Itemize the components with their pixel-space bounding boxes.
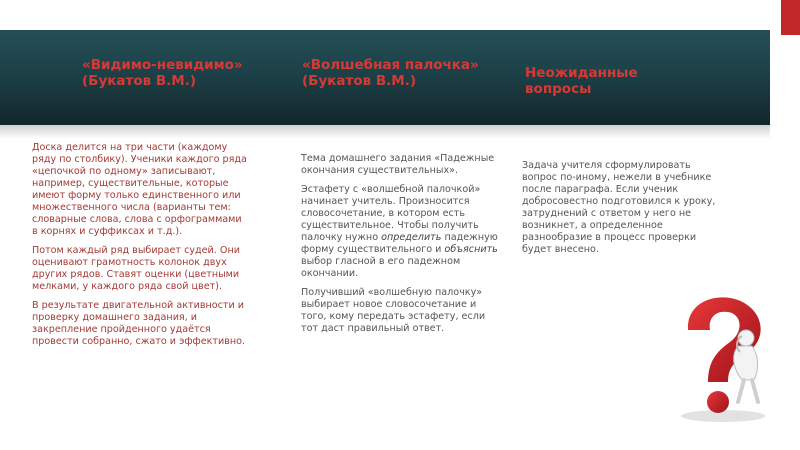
column-1-paragraph-3: В результате двигательной активности и проверку домашнего задания, и закрепление пройденного удаётся провести собранно, сжато и эффективно. (32, 300, 246, 347)
column-1-paragraph-2: Потом каждый ряд выбирает судей. Они оценивают грамотность колонок двух других рядов. Ставят оценки (цветными мелками, у каждого ряда свой цвет). (32, 245, 240, 292)
question-mark-figure (668, 290, 778, 425)
column-title-2: «Волшебная палочка» (Букатов В.М.) (302, 57, 479, 89)
column-2-paragraph-2 (301, 184, 501, 280)
emphasis-define: определить (381, 232, 442, 243)
column-title-3: Неожиданные вопросы (525, 65, 638, 97)
column-3-body (522, 160, 717, 263)
column-2-paragraph-2-start: Эстафету с «волшебной палочкой» начинает учитель. Произносится словосочетание, в котором есть существительное. Чтобы получить палочку нужно (301, 184, 481, 243)
emphasis-explain: объяснить (444, 244, 498, 255)
question-mark-dot (707, 391, 729, 413)
column-3-paragraph-1: Задача учителя сформулировать вопрос по-иному, нежели в учебнике после параграфа. Если ученик добросовестно подготовился к уроку, затруднений с ответом у него не возникнет, а определенное разнообразие в процесс проверки будет внесено. (522, 160, 716, 255)
column-1-paragraph-1: Доска делится на три части (каждому ряду по столбику). Ученики каждого ряда «цепочкой по одному» записывают, например, существительные, которые имеют форму только единственного или множественного числа (варианты тем: словарные слова, слова с орфограммами в корнях и суффиксах и т.д.). (32, 142, 247, 237)
person-body (734, 346, 758, 380)
column-title-1: «Видимо-невидимо» (Букатов В.М.) (82, 57, 243, 89)
header-band-shadow (0, 125, 770, 139)
column-1-body (32, 142, 247, 355)
column-2-paragraph-2-end: выбор гласной в его падежном окончании. (301, 256, 461, 279)
column-2-paragraph-3: Получивший «волшебную палочку» выбирает новое словосочетание и того, кому передать эстафету, если тот даст правильный ответ. (301, 287, 486, 334)
corner-accent (781, 0, 800, 35)
column-2-paragraph-2-mid: падежную форму существительного и (301, 232, 498, 255)
column-2-body (301, 153, 501, 342)
column-2-paragraph-1: Тема домашнего задания «Падежные окончания существительных». (301, 153, 495, 176)
